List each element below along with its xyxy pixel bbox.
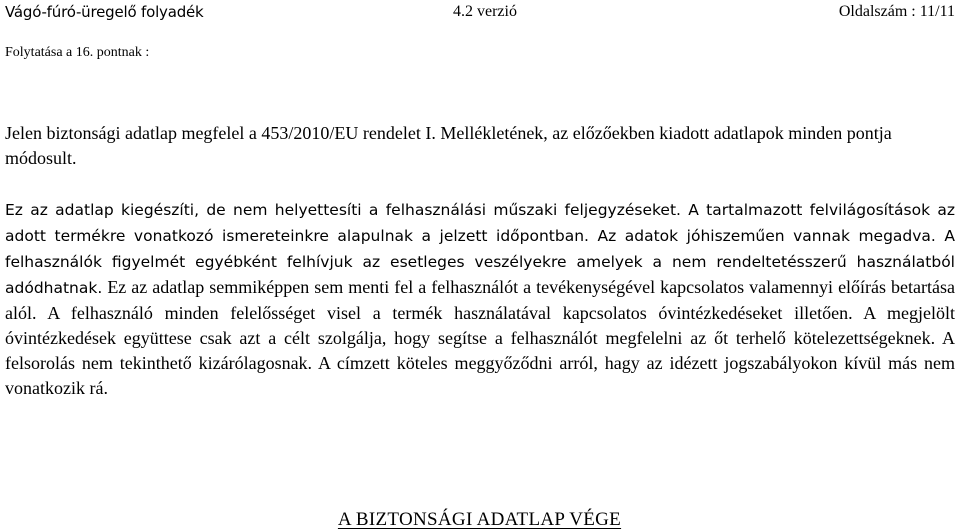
disclaimer-paragraph — [5, 197, 955, 401]
compliance-statement: Jelen biztonsági adatlap megfelel a 453/2010/EU rendelet I. Mellékletének, az előzőekben kiadott adatlapok minden pontja módosult. — [5, 123, 892, 168]
product-name: Vágó-fúró-üregelő folyadék — [5, 3, 204, 21]
disclaimer-sans-text: Ez az adatlap kiegészíti, de nem helyettesíti a felhasználási műszaki feljegyzéseket. A tartalmazott felvilágosítások az adott termékre vonatkozó ismereteinkre alapulnak a jelzett időpontban. Az adatok jóhiszeműen vannak megadva. A felhasználók figyelmét egyébként felhívjuk az esetleges veszélyekre amelyek a nem rendeltetésszerű használatból adódhatnak. — [5, 201, 955, 297]
page-header — [5, 1, 955, 23]
page-number: Oldalszám : 11/11 — [838, 3, 955, 20]
version-label: 4.2 verzió — [453, 3, 517, 20]
disclaimer-serif-text: Ez az adatlap semmiképpen sem menti fel a felhasználót a tevékenységével kapcsolatos valamennyi előírás betartása alól. A felhasználó minden felelősséget visel a termék használatával kapcsolatos óvintézkedéseket illetően. A megjelölt óvintézkedések együttese csak azt a célt szolgálja, hogy segítse a felhasználót megfelelni az őt terhelő kötelezettségeknek. A felsorolás nem tekinthető kizárólagosnak. A címzett köteles meggyőződni arról, hagy az idézett jogszabályokon kívül más nem vonatkozik rá. — [5, 277, 956, 398]
document-end-title: A BIZTONSÁGI ADATLAP VÉGE — [337, 509, 622, 530]
continuation-note: Folytatása a 16. pontnak : — [5, 45, 150, 60]
